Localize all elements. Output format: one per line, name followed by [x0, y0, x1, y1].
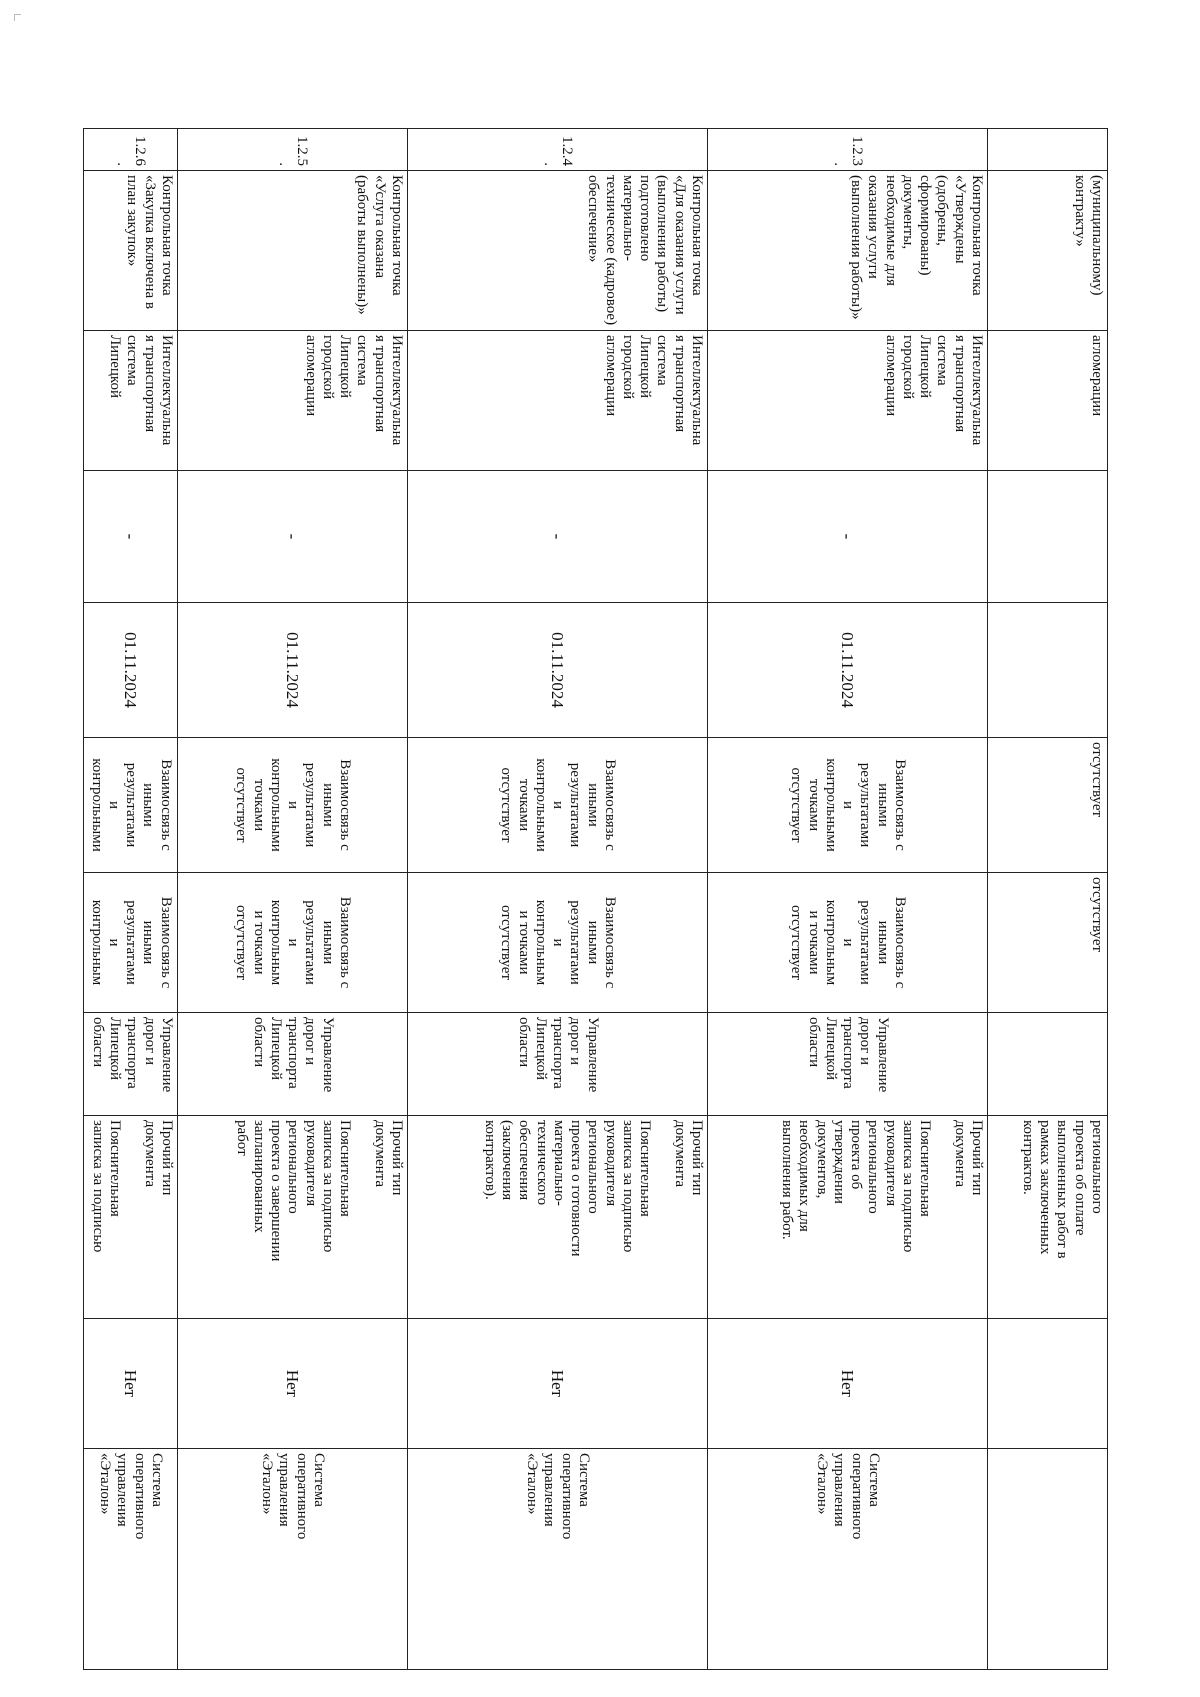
table-row [84, 129, 178, 1670]
rotated-table-wrapper [84, 128, 1108, 1669]
cell-predecessor: Взаимосвязь с иными результатами и контрольными точками отсутствует [178, 738, 408, 873]
cell-project: Интеллектуальна я транспортная система Липецкой городской агломерации [708, 331, 988, 471]
cell-document: регионального проекта об оплате выполненных работ в рамках заключенных контрактов. [988, 1116, 1108, 1319]
cell-control-point: Контрольная точка «Услуга оказана (работы выполнены)» [178, 171, 408, 331]
cell-document: Прочий тип документа Пояснительная записка за подписью руководителя регионального проекта о завершении запланированных работ [178, 1116, 408, 1319]
cell-number: 1.2.3. [708, 129, 988, 171]
cell-responsible: Управление дорог и транспорта Липецкой области [84, 1013, 178, 1116]
cell-system [988, 1449, 1108, 1670]
cell-project: агломерации [988, 331, 1108, 471]
cell-iv-flag: Нет [178, 1319, 408, 1449]
cell-base: - [408, 471, 708, 603]
cell-date [988, 603, 1108, 738]
scan-corner-mark [14, 14, 21, 21]
cell-document: Прочий тип документа Пояснительная записка за подписью руководителя регионального проекта об утверждении документов, необходимых для выполнения работ. [708, 1116, 988, 1319]
cell-date: 01.11.2024 [708, 603, 988, 738]
cell-predecessor: Взаимосвязь с иными результатами и контрольными точками отсутствует [408, 738, 708, 873]
cell-predecessor: Взаимосвязь с иными результатами и контрольными точками отсутствует [708, 738, 988, 873]
cell-date: 01.11.2024 [178, 603, 408, 738]
table-row [408, 129, 708, 1670]
table-row [178, 129, 408, 1670]
cell-number: 1.2.4. [408, 129, 708, 171]
cell-successor: Взаимосвязь с иными результатами и контрольным и точками отсутствует [408, 873, 708, 1013]
cell-project: Интеллектуальна я транспортная система Липецкой городской агломерации [408, 331, 708, 471]
cell-system: Система оперативного управления «Эталон» [408, 1449, 708, 1670]
cell-successor: отсутствует [988, 873, 1108, 1013]
table-row [708, 129, 988, 1670]
cell-successor: Взаимосвязь с иными результатами и контрольным и точками отсутствует [708, 873, 988, 1013]
cell-base: - [178, 471, 408, 603]
cell-base: - [84, 471, 178, 603]
cell-system: Система оперативного управления «Эталон» [84, 1449, 178, 1670]
cell-base [988, 471, 1108, 603]
cell-document: Прочий тип документа Пояснительная записка за подписью [84, 1116, 178, 1319]
cell-control-point: Контрольная точка «Утверждены (одобрены, сформированы) документы, необходимые для оказания услуги (выполнения работы)» [708, 171, 988, 331]
control-points-table [83, 128, 1108, 1670]
cell-control-point: Контрольная точка «Закупка включена в план закупок» [84, 171, 178, 331]
cell-document: Прочий тип документа Пояснительная записка за подписью руководителя регионального проекта о готовности материально- технического обеспечения (заключения контрактов). [408, 1116, 708, 1319]
cell-successor: Взаимосвязь с иными результатами и контрольным [84, 873, 178, 1013]
cell-date: 01.11.2024 [84, 603, 178, 738]
cell-predecessor: отсутствует [988, 738, 1108, 873]
cell-project: Интеллектуальна я транспортная система Липецкой городской агломерации [178, 331, 408, 471]
cell-number: 1.2.6. [84, 129, 178, 171]
cell-responsible: Управление дорог и транспорта Липецкой области [408, 1013, 708, 1116]
cell-number: 1.2.5. [178, 129, 408, 171]
cell-project: Интеллектуальна я транспортная система Липецкой [84, 331, 178, 471]
cell-date: 01.11.2024 [408, 603, 708, 738]
cell-responsible [988, 1013, 1108, 1116]
table-row [988, 129, 1108, 1670]
cell-predecessor: Взаимосвязь с иными результатами и контрольными [84, 738, 178, 873]
cell-base: - [708, 471, 988, 603]
cell-control-point: (муниципальному) контракту» [988, 171, 1108, 331]
cell-responsible: Управление дорог и транспорта Липецкой области [708, 1013, 988, 1116]
cell-iv-flag [988, 1319, 1108, 1449]
cell-iv-flag: Нет [408, 1319, 708, 1449]
cell-system: Система оперативного управления «Эталон» [178, 1449, 408, 1670]
cell-responsible: Управление дорог и транспорта Липецкой области [178, 1013, 408, 1116]
cell-control-point: Контрольная точка «Для оказания услуги (выполнения работы) подготовлено материально- техническое (кадровое) обеспечение» [408, 171, 708, 331]
cell-number [988, 129, 1108, 171]
cell-successor: Взаимосвязь с иными результатами и контрольным и точками отсутствует [178, 873, 408, 1013]
cell-iv-flag: Нет [708, 1319, 988, 1449]
cell-iv-flag: Нет [84, 1319, 178, 1449]
cell-system: Система оперативного управления «Эталон» [708, 1449, 988, 1670]
